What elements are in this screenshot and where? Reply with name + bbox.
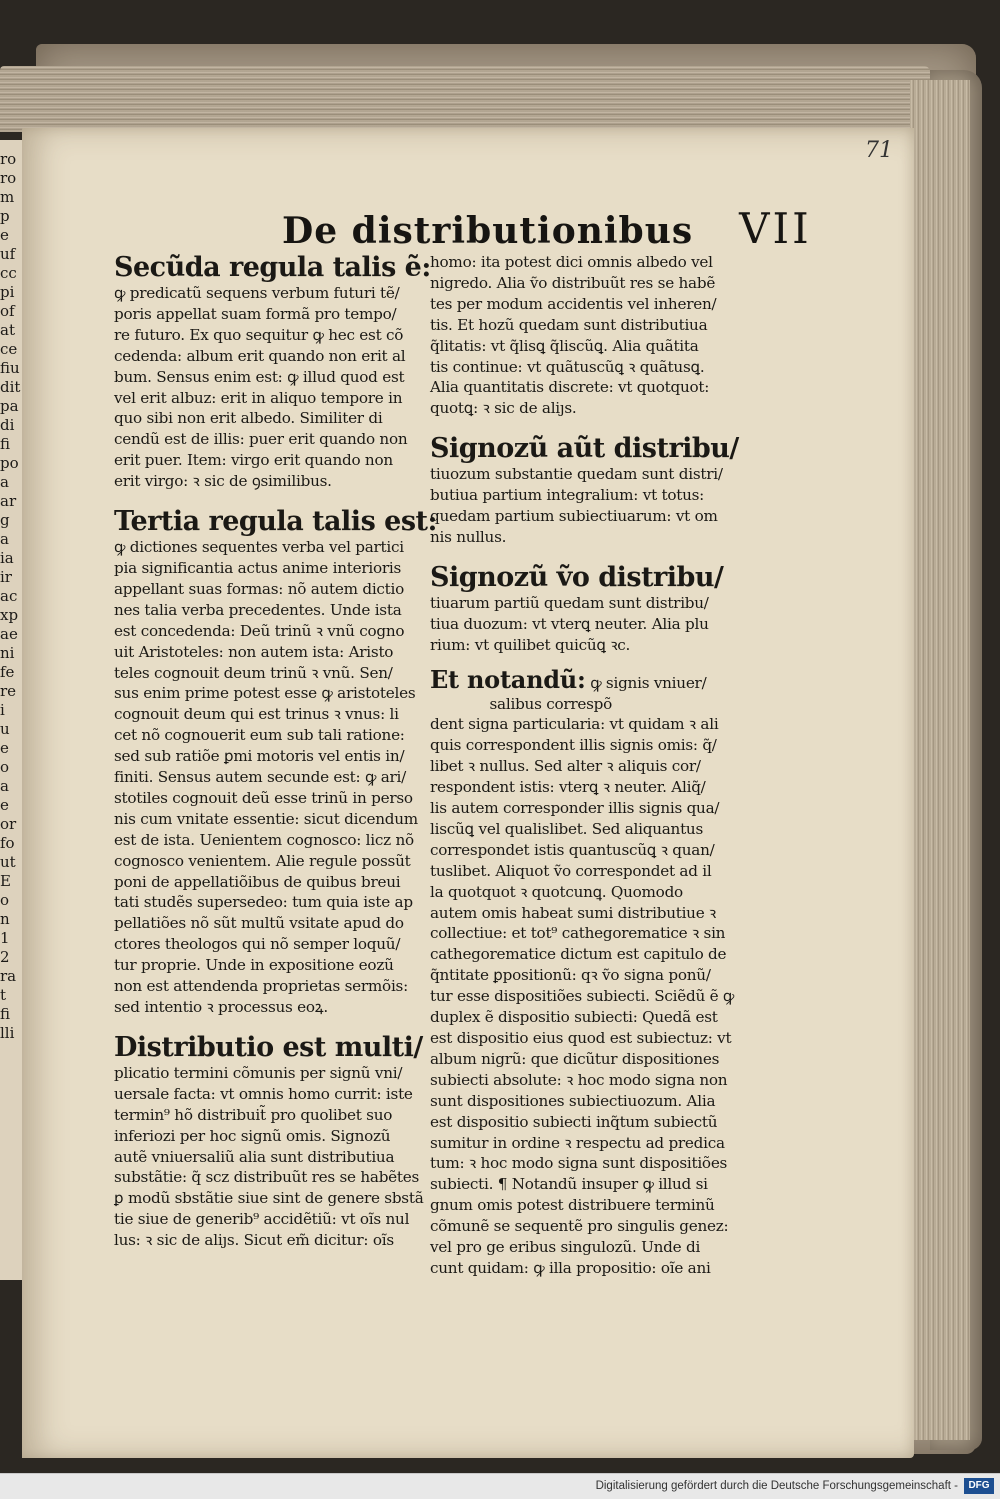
paragraph-gap	[114, 1018, 426, 1032]
text-line: sed sub ratiõe ꝑmi motoris vel entis in/	[114, 747, 405, 766]
facing-page-fragment: ac	[0, 587, 18, 605]
facing-page-fragment: i	[0, 701, 5, 719]
text-line: re futuro. Ex quo sequitur ꝙ hec est cõ	[114, 325, 404, 344]
facing-page-fragment: ce	[0, 340, 18, 358]
text-line: erit virgo: ꝛ sic de ꝯsimilibus.	[114, 472, 332, 491]
text-line: tuslibet. Aliquot ṽo correspondet ad il	[430, 861, 712, 880]
text-line: sumitur in ordine ꝛ respectu ad predica	[430, 1133, 725, 1152]
facing-page-fragment: lli	[0, 1024, 15, 1042]
facing-page-fragment: ni	[0, 644, 15, 662]
section-incipit: Distributio est multi/	[114, 1031, 423, 1063]
text-line: dent signa particularia: vt quidam ꝛ ali	[430, 715, 719, 734]
text-line: tiua duozum: vt vterꝗ neuter. Alia plu	[430, 614, 709, 633]
text-line: non est attendenda proprietas sermõis:	[114, 977, 408, 996]
section-incipit: Tertia regula talis est:	[114, 506, 437, 538]
text-line: subiecti absolute: ꝛ hoc modo signa non	[430, 1070, 728, 1089]
text-line: lis autem corresponder illis signis qua/	[430, 799, 720, 818]
facing-page-fragment: ir	[0, 568, 12, 586]
facing-page-fragment: e	[0, 739, 9, 757]
section-incipit: Signozũ aũt distribu/	[430, 433, 739, 465]
text-line: tis. Et hozũ quedam sunt distributiua	[430, 315, 708, 334]
text-line: respondent istis: vterꝗ ꝛ neuter. Aliq̃/	[430, 778, 706, 797]
facing-page-fragment: E	[0, 872, 11, 890]
left-text-column	[114, 252, 437, 1251]
text-line: quedam partium subiectiuarum: vt om	[430, 507, 718, 526]
text-line: vel pro ge eribus singulozũ. Unde di	[430, 1238, 701, 1257]
facing-page-fragment: a	[0, 777, 9, 795]
text-line: poris appellat suam formã pro tempo/	[114, 304, 397, 323]
text-line: gnum omis potest distribuere terminũ	[430, 1196, 715, 1215]
text-line: cognosco venientem. Alie regule possũt	[114, 851, 411, 870]
text-line: plicatio termini cõmunis per signũ vni/	[114, 1063, 403, 1082]
text-line: sunt dispositiones subiectiuozum. Alia	[430, 1091, 716, 1110]
facing-page-fragment: o	[0, 758, 10, 776]
section-incipit: Secũda regula talis ẽ:	[114, 252, 431, 283]
text-line: quotꝗ: ꝛ sic de aliȷs.	[430, 399, 577, 418]
folio-number: 71	[865, 138, 893, 163]
facing-page-fragment: a	[0, 530, 9, 548]
page-edges-top	[0, 66, 930, 132]
funding-credit: Digitalisierung gefördert durch die Deutsche Forschungsgemeinschaft -	[595, 1480, 958, 1492]
dfg-logo: DFG	[964, 1478, 994, 1494]
text-line: nes talia verba precedentes. Unde ista	[114, 600, 402, 619]
facing-page-fragment: ut	[0, 853, 16, 871]
text-line: la quotquot ꝛ quotcunꝗ. Quomodo	[430, 882, 683, 901]
facing-page-fragment: ro	[0, 169, 17, 187]
text-line: sus enim prime potest esse ꝙ aristoteles	[114, 684, 416, 703]
text-line: erit puer. Item: virgo erit quando non	[114, 451, 393, 470]
text-line: tis continue: vt quãtuscũꝗ ꝛ quãtusꝗ.	[430, 357, 705, 376]
facing-page-fragment: u	[0, 720, 10, 738]
paragraph-gap	[114, 492, 426, 506]
text-line: liscũꝗ vel qualislibet. Sed aliquantus	[430, 819, 703, 838]
text-line: cedenda: album erit quando non erit al	[114, 346, 406, 365]
text-line: cunt quidam: ꝙ illa propositio: oĩe ani	[430, 1258, 711, 1277]
text-line: inferiozi per hoc signũ omis. Signozũ	[114, 1126, 391, 1145]
paragraph-gap	[430, 548, 766, 562]
facing-page-fragment: cc	[0, 264, 17, 282]
right-text-column	[430, 252, 766, 1279]
text-line: subiecti. ¶ Notandũ insuper ꝙ illud si	[430, 1175, 708, 1194]
text-line: nigredo. Alia ṽo distribuũt res se habẽ	[430, 273, 716, 292]
footer-bar	[0, 1473, 1000, 1499]
text-line: salibus correspõ	[430, 694, 613, 713]
facing-page-fragment: o	[0, 891, 10, 909]
text-line: tur esse dispositiões subiecti. Sciẽdũ ẽ ꝙ	[430, 987, 735, 1006]
text-line: bum. Sensus enim est: ꝙ illud quod est	[114, 367, 405, 386]
text-line: q̃ntitate ꝑpositionũ: qꝛ ṽo signa ponũ/	[430, 966, 711, 985]
facing-page-fragment: e	[0, 226, 9, 244]
text-line: cathegorematice dictum est capitulo de	[430, 945, 727, 964]
facing-page-fragment: ae	[0, 625, 18, 643]
facing-page-fragment: of	[0, 302, 15, 320]
facing-page-fragment: a	[0, 473, 9, 491]
facing-page-fragment: m	[0, 188, 15, 206]
facing-page-fragment: fiu	[0, 359, 20, 377]
text-line: pellatiões nõ sũt multũ vsitate apud do	[114, 914, 404, 933]
text-line: album nigrũ: que dicũtur dispositiones	[430, 1049, 720, 1068]
text-line: tiuarum partiũ quedam sunt distribu/	[430, 593, 709, 612]
text-line: libet ꝛ nullus. Sed alter ꝛ aliquis cor/	[430, 757, 701, 776]
facing-page-fragment: po	[0, 454, 19, 472]
text-line: tiuozum substantie quedam sunt distri/	[430, 465, 723, 484]
facing-page-fragment: p	[0, 207, 10, 225]
text-line: est dispositio subiecti inq̃tum subiectũ	[430, 1112, 718, 1131]
text-line: ꝙ predicatũ sequens verbum futuri tẽ/	[114, 284, 400, 302]
text-line: homo: ita potest dici omnis albedo vel	[430, 253, 713, 271]
text-line: est dispositio eius quod est subiectuz: vt	[430, 1029, 732, 1047]
running-head	[282, 204, 812, 253]
facing-page-fragment: fi	[0, 1005, 11, 1023]
text-line: tur proprie. Unde in expositione eozũ	[114, 956, 394, 975]
text-line: cõmunẽ se sequentẽ pro singulis genez:	[430, 1217, 729, 1236]
facing-page-fragment: ia	[0, 549, 14, 567]
text-line: nis nullus.	[430, 527, 507, 546]
text-line: sed intentio ꝛ processus eoꝝ.	[114, 998, 328, 1016]
text-line: tes per modum accidentis vel inheren/	[430, 294, 717, 313]
text-line: substãtie: q̃ scz distribuũt res se habẽtes	[114, 1168, 420, 1187]
facing-page-fragment: fi	[0, 435, 11, 453]
text-line: quis correspondent illis signis omis: q̃/	[430, 736, 717, 755]
text-line: tum: ꝛ hoc modo signa sunt dispositiões	[430, 1154, 728, 1173]
text-line: pia significantia actus anime interioris	[114, 558, 402, 577]
text-line: correspondet istis quantuscũꝗ ꝛ quan/	[430, 840, 715, 859]
text-line: est de ista. Uenientem cognosco: licz nõ	[114, 830, 414, 849]
text-line: quo sibi non erit albedo. Similiter di	[114, 409, 383, 428]
text-line: uersale facta: vt omnis homo currit: iste	[114, 1084, 413, 1103]
text-line: ꝑ modũ sbstãtie siue sint de genere sbstã	[114, 1189, 424, 1208]
text-line: uit Aristoteles: non autem ista: Aristo	[114, 642, 394, 661]
facing-page-fragment: t	[0, 986, 7, 1004]
facing-page-fragment: ra	[0, 967, 17, 985]
facing-page-fragment: xp	[0, 606, 19, 624]
text-line: collectiue: et tot⁹ cathegorematice ꝛ sin	[430, 924, 726, 943]
text-line: finiti. Sensus autem secunde est: ꝙ ari/	[114, 768, 407, 787]
facing-page-fragment: or	[0, 815, 17, 833]
text-line: tie siue de generib⁹ accidẽtiũ: vt oĩs nul	[114, 1210, 410, 1229]
section-incipit: Signozũ ṽo distribu/	[430, 561, 724, 593]
text-line: teles cognouit deum trinũ ꝛ vnũ. Sen/	[114, 663, 393, 682]
facing-page-fragment: dit	[0, 378, 21, 396]
facing-page-fragment: g	[0, 511, 10, 529]
text-line: rium: vt quilibet quicũꝗ ꝛc.	[430, 635, 631, 654]
paragraph-gap	[430, 419, 766, 433]
facing-page-fragment: at	[0, 321, 15, 339]
facing-page-fragment: fe	[0, 663, 15, 681]
facing-page-fragment: ar	[0, 492, 17, 510]
text-line: lus: ꝛ sic de aliȷs. Sicut em̃ dicitur: oĩs	[114, 1231, 394, 1250]
text-fragment: ꝙ signis vniuer/	[585, 673, 707, 692]
text-line: ctores theologos qui nõ semper loquũ/	[114, 935, 401, 954]
facing-page-fragment: e	[0, 796, 9, 814]
text-line: cognouit deum qui est trinus ꝛ vnus: li	[114, 705, 399, 724]
text-line: butiua partium integralium: vt totus:	[430, 486, 705, 505]
text-line: stotiles cognouit deũ esse trinũ in perso	[114, 788, 413, 807]
text-line: cet nõ cognouerit eum sub tali ratione:	[114, 726, 405, 745]
text-line: autẽ vniuersaliũ alia sunt distributiua	[114, 1147, 395, 1166]
facing-page-fragment: fo	[0, 834, 15, 852]
text-line: cendũ est de illis: puer erit quando non	[114, 430, 408, 449]
facing-page-fragment: uf	[0, 245, 16, 263]
text-line-with-incipit	[430, 664, 766, 694]
text-line: est concedenda: Deũ trinũ ꝛ vnũ cogno	[114, 621, 405, 640]
facing-page-fragment: di	[0, 416, 15, 434]
facing-page-fragment: pa	[0, 397, 19, 415]
facing-page-fragment: 1	[0, 929, 10, 947]
facing-page-fragment: 2	[0, 948, 10, 966]
text-line: nis cum vnitate essentie: sicut dicendum	[114, 809, 418, 828]
text-line: termin⁹ hõ distribuit̃ pro quolibet suo	[114, 1105, 393, 1124]
facing-page-fragment: ro	[0, 150, 17, 168]
text-line: autem omis habeat sumi distributiue ꝛ	[430, 903, 716, 922]
text-line: vel erit albuz: erit in aliquo tempore in	[114, 388, 403, 407]
text-line: Alia quantitatis discrete: vt quotquot:	[430, 378, 710, 397]
text-line: ꝙ dictiones sequentes verba vel partici	[114, 538, 404, 557]
text-line: duplex ẽ dispositio subiecti: Quedã est	[430, 1008, 718, 1027]
section-incipit: Et notandũ:	[430, 664, 586, 694]
running-head-title: De distributionibus	[282, 210, 694, 252]
text-line: poni de appellatiõibus de quibus breui	[114, 872, 401, 891]
text-line: appellant suas formas: nõ autem dictio	[114, 579, 405, 598]
facing-page-fragment: pi	[0, 283, 15, 301]
page-edges-right	[910, 80, 970, 1440]
facing-page-fragment: n	[0, 910, 10, 928]
text-line: q̃litatis: vt q̃lisꝗ q̃liscũꝗ. Alia quãtita	[430, 336, 699, 355]
text-line: tati studẽs supersedeo: tum quia iste ap	[114, 893, 413, 912]
running-head-number: VII	[739, 204, 812, 253]
facing-page-fragment: re	[0, 682, 17, 700]
